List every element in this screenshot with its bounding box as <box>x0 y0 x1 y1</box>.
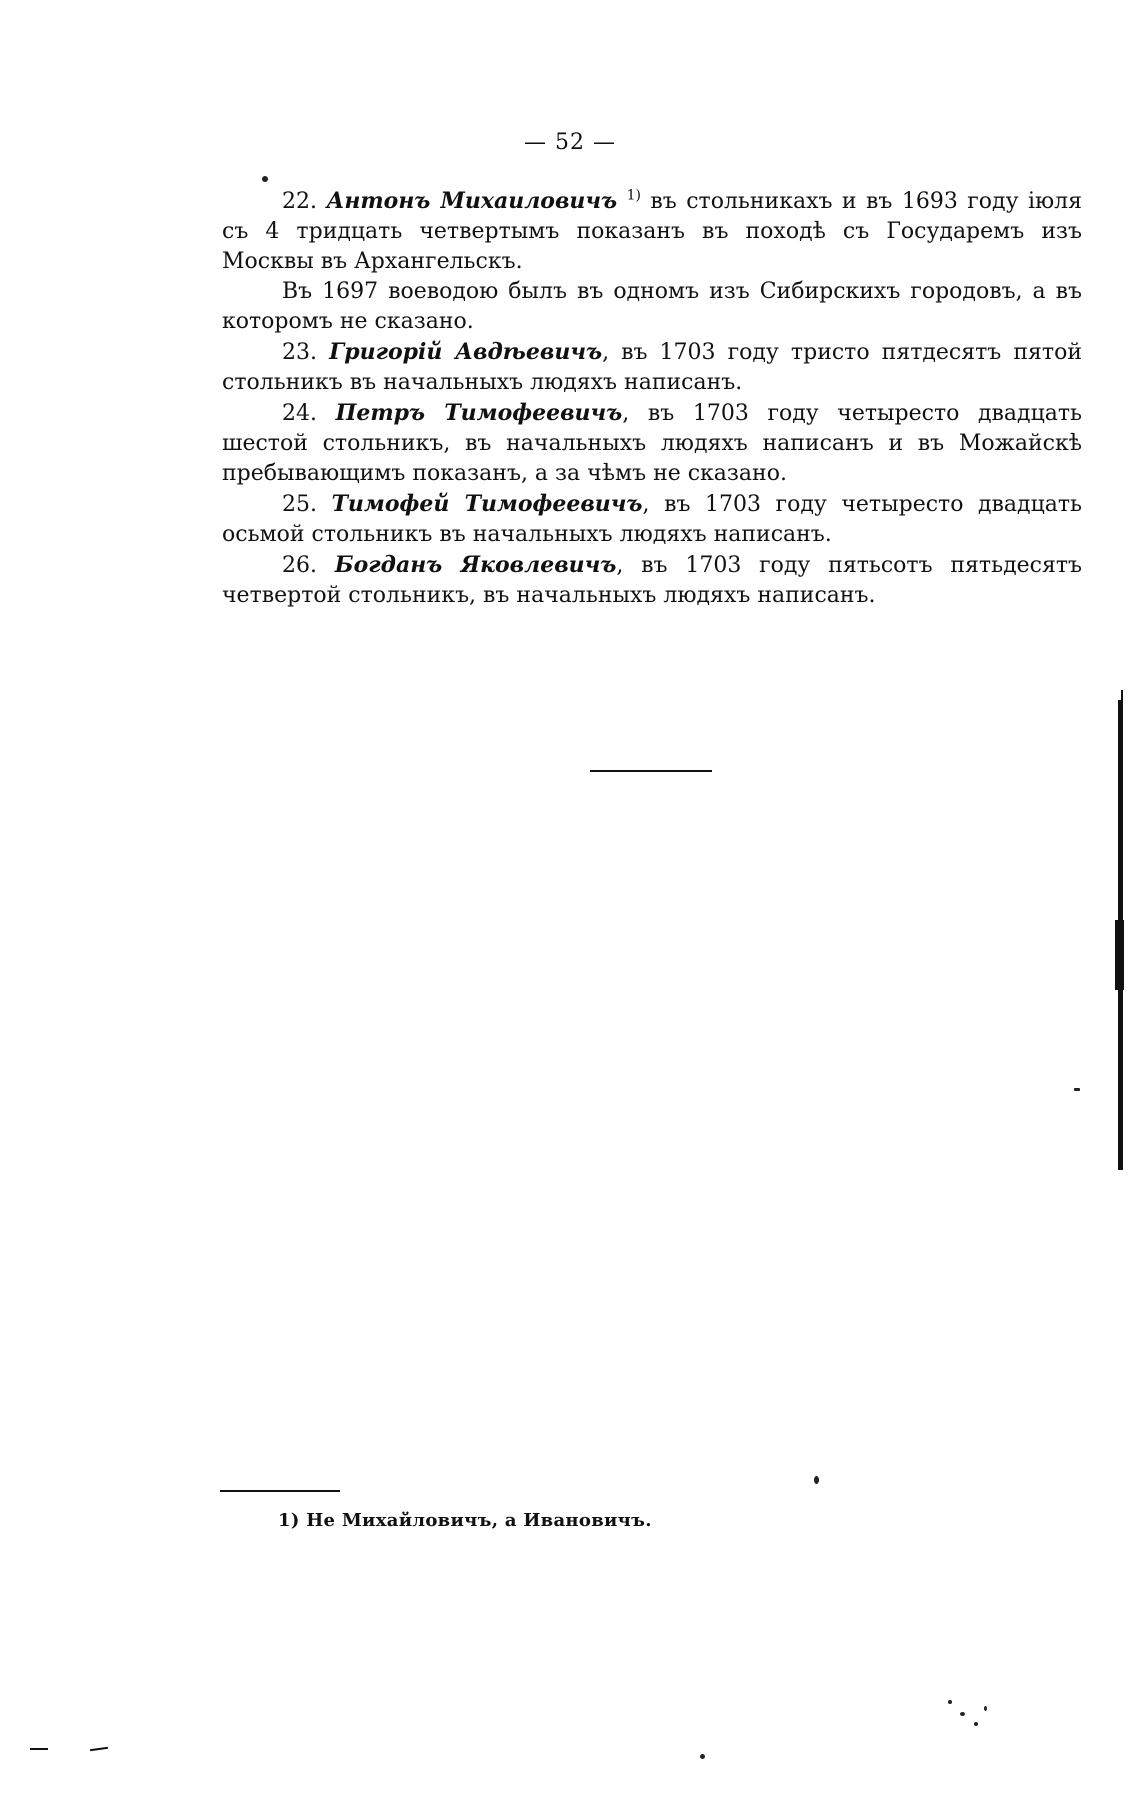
entry-name: Антонъ Михаиловичъ <box>326 188 618 214</box>
entry-text: Въ 1697 воеводою былъ въ одномъ изъ Сибирскихъ городовъ, а въ которомъ не сказано. <box>222 279 1082 334</box>
section-divider <box>590 770 712 772</box>
entry-name: Петръ Тимофеевичъ <box>335 400 623 426</box>
scan-speck <box>984 1706 987 1711</box>
scan-edge-mark <box>1121 690 1123 710</box>
entry-name: Тимофей Тимофеевичъ <box>331 491 643 517</box>
scan-speck <box>948 1700 952 1704</box>
scan-edge-mark <box>90 1747 108 1751</box>
page-number: — 52 — <box>524 130 616 155</box>
entry-number: 22. <box>282 189 317 214</box>
entry-number: 23. <box>282 340 317 365</box>
paragraph-25 <box>222 489 1082 550</box>
paragraph-26 <box>222 550 1082 611</box>
scan-speck <box>960 1712 965 1716</box>
entry-text: , въ 1703 году тристо пятдесятъ пятой стольникъ въ начальныхъ людяхъ написанъ. <box>222 340 1082 395</box>
paragraph-24 <box>222 398 1082 489</box>
scan-speck <box>1074 1088 1080 1091</box>
entry-name: Григорiй Авдѣевичъ <box>329 339 603 365</box>
paragraph-22-continued <box>222 277 1082 337</box>
body-text <box>222 186 1082 611</box>
footnote-divider <box>220 1490 340 1492</box>
scan-speck <box>974 1722 978 1726</box>
scan-edge-mark <box>30 1748 48 1750</box>
scan-speck <box>262 176 268 182</box>
entry-name: Богданъ Яковлевичъ <box>334 552 617 578</box>
entry-text: , въ 1703 году пятьсотъ пятьдесятъ четвертой стольникъ, въ начальныхъ людяхъ написанъ. <box>222 553 1082 608</box>
scan-speck <box>814 1476 819 1484</box>
footnote: 1) Не Михайловичъ, а Ивановичъ. <box>278 1510 652 1531</box>
entry-text: въ стольникахъ и въ 1693 году iюля съ 4 тридцать четвертымъ показанъ въ походѣ съ Государемъ изъ Москвы въ Архангельскъ. <box>222 189 1082 274</box>
paragraph-23 <box>222 337 1082 398</box>
footnote-ref: 1) <box>626 187 641 204</box>
entry-text: , въ 1703 году четыресто двадцать шестой стольникъ, въ начальныхъ людяхъ написанъ и въ Можайскѣ пребывающимъ показанъ, а за чѣмъ не сказано. <box>222 401 1082 486</box>
entry-number: 26. <box>282 553 317 578</box>
scan-speck <box>700 1754 705 1759</box>
entry-number: 25. <box>282 492 317 517</box>
scan-edge-mark <box>1115 920 1124 990</box>
entry-number: 24. <box>282 401 317 426</box>
paragraph-22 <box>222 186 1082 277</box>
entry-text: , въ 1703 году четыресто двадцать осьмой стольникъ въ начальныхъ людяхъ написанъ. <box>222 492 1083 547</box>
